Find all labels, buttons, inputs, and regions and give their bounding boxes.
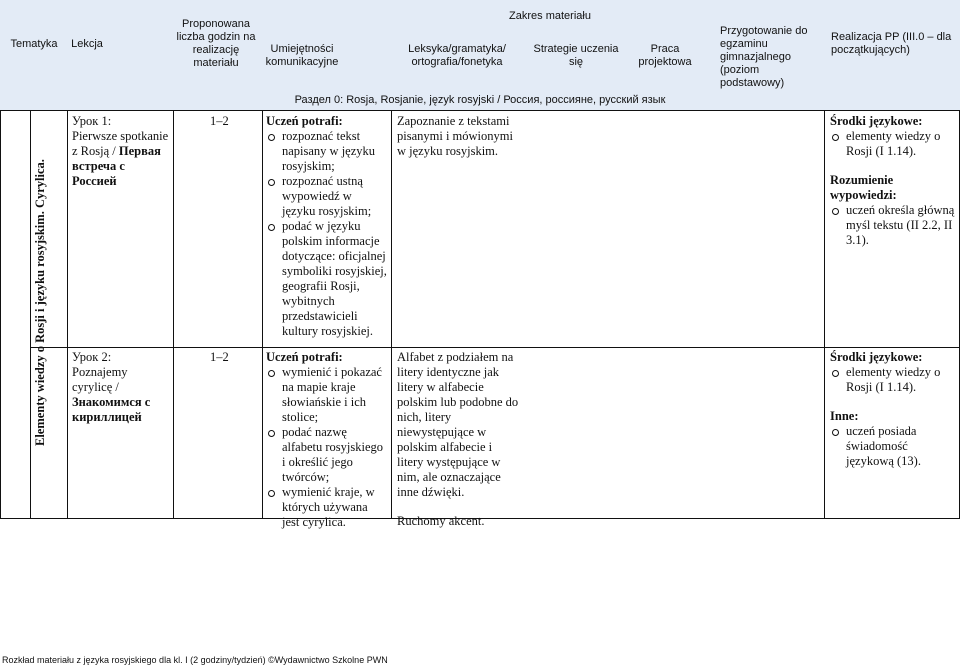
header-godziny: Proponowana liczba godzin na realizację materiału	[176, 18, 256, 69]
realizacja-head: Środki językowe:	[830, 350, 923, 364]
grid-line	[67, 111, 68, 518]
header-lekcja: Lekcja	[71, 37, 103, 50]
theme-vertical-label: Elementy wiedzy o Rosji i języku rosyjskim. Cyrylica.	[33, 159, 47, 446]
lesson-2-title-pl: Poznajemy cyrylicę /	[72, 365, 128, 394]
skill-item: podać w języku polskim informacje dotyczące: oficjalnej symboliki rosyjskiej, geografii Rosji, wybitnych przedstawicieli kultury rosyjskiej.	[266, 219, 388, 339]
grid-line	[30, 111, 31, 518]
section-title: Раздел 0: Rosja, Rosjanie, język rosyjski / Россия, россияне, русский язык	[294, 93, 666, 106]
lesson-2-title	[72, 350, 170, 425]
skill-item: wymienić i pokazać na mapie kraje słowiańskie i ich stolice;	[266, 365, 388, 425]
header-leksyka: Leksyka/gramatyka/ ortografia/fonetyka	[408, 43, 506, 68]
realizacja-item: uczeń posiada świadomość językową (13).	[830, 424, 956, 469]
header-realizacja: Realizacja PP (III.0 – dla początkujących)	[831, 31, 952, 56]
skill-item: rozpoznać ustną wypowiedź w języku rosyjskim;	[266, 174, 388, 219]
lesson-2-lexis	[397, 350, 519, 529]
header-praca: Praca projektowa	[638, 43, 692, 68]
page-footer: Rozkład materiału z języka rosyjskiego dla kl. I (2 godziny/tydzień) ©Wydawnictwo Szkolne PWN	[2, 655, 388, 665]
realizacja-head: Środki językowe:	[830, 114, 923, 128]
lesson-1-title-pl: Pierwsze spotkanie z Rosją /	[72, 129, 169, 158]
realizacja-item: uczeń określa główną myśl tekstu (II 2.2, II 3.1).	[830, 203, 956, 248]
lesson-1-title-ru: Первая встреча с Россией	[72, 144, 161, 188]
lesson-1-skills	[266, 114, 388, 339]
lesson-2-hours: 1–2	[210, 350, 229, 364]
realizacja-head: Rozumienie wypowiedzi:	[830, 173, 897, 202]
grid-line	[262, 111, 263, 518]
grid-line	[824, 111, 825, 518]
lesson-2-realizacja	[830, 350, 956, 469]
lexis-item: Alfabet z podziałem na litery identyczne jak litery w alfabecie polskim lub podobne do nich, litery niewystępujące w polskim alfabecie i litery występujące w nim, ale oznaczające inne dźwięki.	[397, 350, 519, 499]
lesson-1-skills-head: Uczeń potrafi:	[266, 114, 343, 128]
realizacja-head: Inne:	[830, 409, 859, 423]
lesson-1-realizacja	[830, 114, 956, 248]
lesson-2-skills-head: Uczeń potrafi:	[266, 350, 343, 364]
lesson-1-lexis: Zapoznanie z tekstami pisanymi i mówionymi w języku rosyjskim.	[397, 114, 513, 158]
grid-line	[0, 110, 960, 111]
realizacja-item: elementy wiedzy o Rosji (I 1.14).	[830, 365, 956, 395]
lesson-1-hours: 1–2	[210, 114, 229, 128]
header-zakres: Zakres materiału	[509, 9, 591, 22]
realizacja-item: elementy wiedzy o Rosji (I 1.14).	[830, 129, 956, 159]
grid-line	[391, 111, 392, 518]
header-tematyka: Tematyka	[10, 37, 58, 50]
grid-line	[0, 111, 1, 518]
skill-item: rozpoznać tekst napisany w języku rosyjskim;	[266, 129, 388, 174]
header-umiejetnosci: Umiejętności komunikacyjne	[265, 43, 339, 68]
grid-line	[30, 347, 960, 348]
lesson-2-skills	[266, 350, 388, 530]
lesson-2-title-ru: Знакомимся с кириллицей	[72, 395, 151, 424]
skill-item: podać nazwę alfabetu rosyjskiego i określić jego twórców;	[266, 425, 388, 485]
header-strategie: Strategie uczenia się	[533, 43, 619, 68]
grid-line	[173, 111, 174, 518]
lesson-1-number: Урок 1:	[72, 114, 112, 128]
lesson-1-title	[72, 114, 170, 189]
header-przygotowanie: Przygotowanie do egzaminu gimnazjalnego (poziom podstawowy)	[720, 24, 808, 89]
skill-item: wymienić kraje, w których używana jest cyrylica.	[266, 485, 388, 530]
lexis-item: Ruchomy akcent.	[397, 514, 485, 528]
lesson-2-number: Урок 2:	[72, 350, 112, 364]
